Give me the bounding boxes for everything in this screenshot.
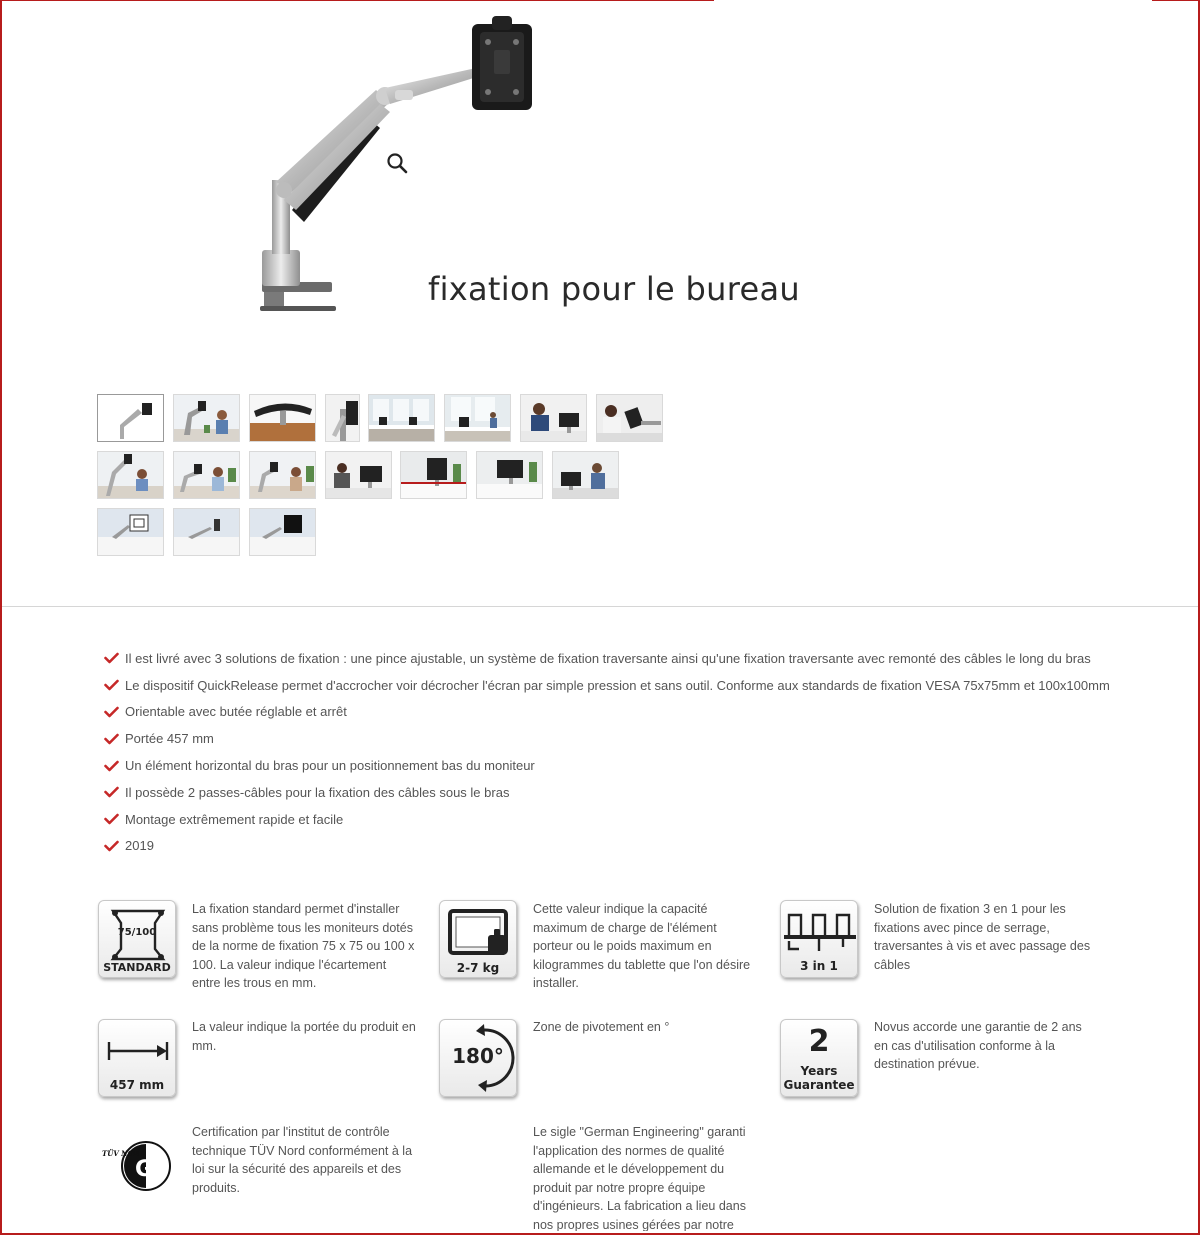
thumbnail[interactable]	[173, 394, 240, 442]
hero-caption: fixation pour le bureau	[428, 270, 800, 308]
thumbnail[interactable]	[325, 451, 392, 499]
thumbnail[interactable]	[249, 451, 316, 499]
thumbnail[interactable]	[249, 394, 316, 442]
feature-item: Un élément horizontal du bras pour un positionnement bas du moniteur	[104, 752, 1164, 779]
thumbnail[interactable]	[97, 394, 164, 442]
feature-item: Il est livré avec 3 solutions de fixation : une pince ajustable, un système de fixation traversante ainsi qu'une fixation traversante avec remonté des câbles le long du bras	[104, 645, 1164, 672]
reach-description: La valeur indique la portée du produit en mm.	[192, 1020, 416, 1053]
thumbnail[interactable]	[249, 508, 316, 556]
thumbnail[interactable]	[476, 451, 543, 499]
feature-item: Portée 457 mm	[104, 725, 1164, 752]
feature-list	[104, 645, 1164, 859]
reach-badge: 457 mm	[98, 1019, 176, 1097]
thumbnail[interactable]	[325, 394, 360, 442]
thumbnail[interactable]	[520, 394, 587, 442]
thumbnail[interactable]	[400, 451, 467, 499]
checkmark-icon	[104, 652, 119, 664]
checkmark-icon	[104, 840, 119, 852]
checkmark-icon	[104, 733, 119, 745]
rotation-badge: 180°	[439, 1019, 517, 1097]
thumbnail[interactable]	[368, 394, 435, 442]
feature-item: Orientable avec butée réglable et arrêt	[104, 699, 1164, 726]
guarantee-icon: 2	[808, 1024, 830, 1059]
weight-description: Cette valeur indique la capacité maximum de charge de l'élément porteur ou le poids maximum en kilogrammes du tablette que l'on désire installer.	[533, 902, 751, 990]
guarantee-description: Novus accorde une garantie de 2 ans en cas d'utilisation conforme à la destination prévue.	[874, 1020, 1082, 1071]
checkmark-icon	[104, 760, 119, 772]
tuv-description: Certification par l'institut de contrôle technique TÜV Nord conformément à la loi sur la sécurité des appareils et des produits.	[192, 1125, 413, 1195]
guarantee-badge: 2 Years Guarantee	[780, 1019, 858, 1097]
three-in-one-description: Solution de fixation 3 en 1 pour les fixations avec pince de serrage, traversantes à vis et avec passage des câbles	[874, 902, 1091, 972]
vesa-description: La fixation standard permet d'installer sans problème tous les moniteurs dotés de la norme de fixation 75 x 75 ou 100 x 100. La valeur indique l'écartement entre les trous en mm.	[192, 902, 415, 990]
tuv-gs-icon	[100, 1136, 174, 1192]
checkmark-icon	[104, 679, 119, 691]
weight-badge: 2-7 kg	[439, 900, 517, 978]
feature-item: Le dispositif QuickRelease permet d'accrocher voir décrocher l'écran par simple pression et sans outil. Conforme aux standards de fixation VESA 75x75mm et 100x100mm	[104, 672, 1164, 699]
section-divider	[2, 606, 1198, 607]
vesa-standard-badge: 75/100 STANDARD	[98, 900, 176, 978]
thumbnail[interactable]	[173, 451, 240, 499]
thumbnail[interactable]	[552, 451, 619, 499]
thumbnail[interactable]	[173, 508, 240, 556]
thumbnail[interactable]	[97, 451, 164, 499]
svg-text:TÜV NORD: TÜV NORD	[102, 1149, 146, 1158]
thumbnail[interactable]	[97, 508, 164, 556]
checkmark-icon	[104, 706, 119, 718]
svg-text:GS: GS	[135, 1157, 169, 1182]
feature-item: Montage extrêmement rapide et facile	[104, 806, 1164, 833]
checkmark-icon	[104, 813, 119, 825]
checkmark-icon	[104, 786, 119, 798]
feature-item: Il possède 2 passes-câbles pour la fixation des câbles sous le bras	[104, 779, 1164, 806]
feature-item: 2019	[104, 833, 1164, 860]
three-in-one-badge: 3 in 1	[780, 900, 858, 978]
thumbnail[interactable]	[444, 394, 511, 442]
product-hero	[0, 0, 1200, 380]
thumbnail[interactable]	[596, 394, 663, 442]
zoom-icon[interactable]	[386, 152, 408, 174]
rotation-description: Zone de pivotement en °	[533, 1020, 670, 1034]
german-engineering-description: Le sigle "German Engineering" garanti l'application des normes de qualité allemande et le développement du produit par notre propre équipe d'ingénieurs. La fabrication a lieu dans nos propres usines gérées par notre	[533, 1125, 746, 1231]
